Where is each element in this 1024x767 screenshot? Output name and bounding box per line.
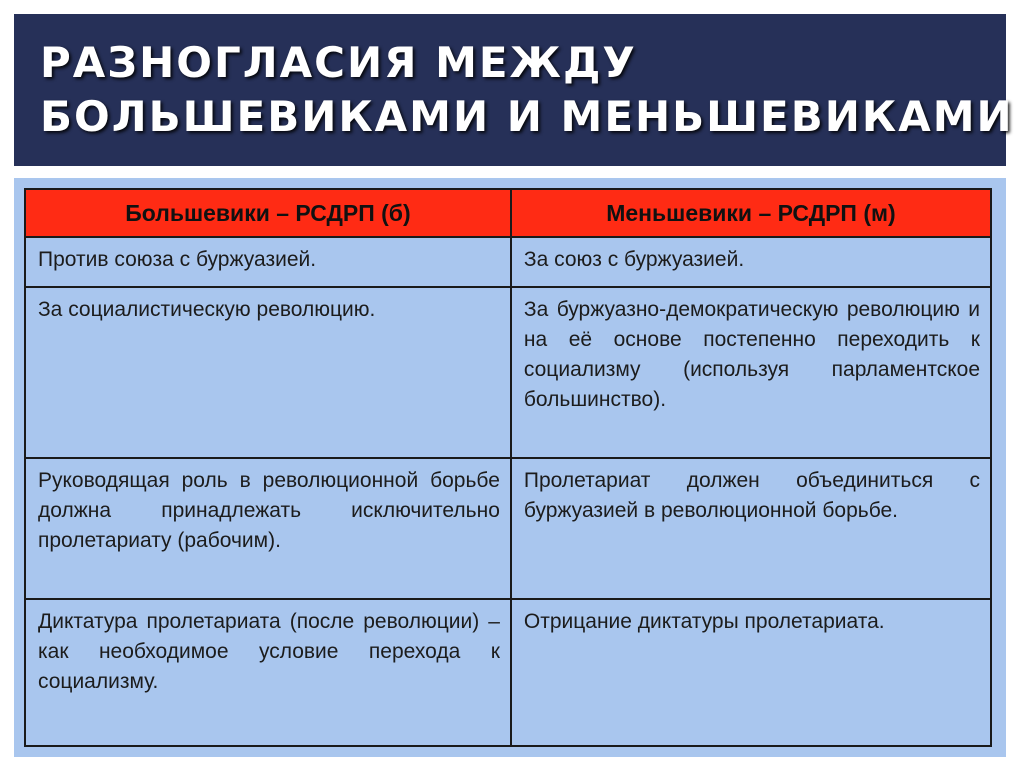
comparison-table (24, 188, 992, 747)
cell-mensheviks-2: За буржуазно-демократическую революцию и на её основе постепенно переходить к социализму (используя парламентское большинство). (511, 287, 991, 458)
table-row (25, 287, 991, 458)
table-row (25, 237, 991, 287)
table-header-row (25, 189, 991, 237)
table-row (25, 599, 991, 746)
cell-mensheviks-3: Пролетариат должен объединиться с буржуазией в революционной борьбе. (511, 458, 991, 599)
cell-mensheviks-1: За союз с буржуазией. (511, 237, 991, 287)
title-line-2: БОЛЬШЕВИКАМИ И МЕНЬШЕВИКАМИ (40, 92, 1014, 141)
header-mensheviks: Меньшевики – РСДРП (м) (511, 189, 991, 237)
title-banner (14, 14, 1014, 166)
cell-bolsheviks-1: Против союза с буржуазией. (25, 237, 511, 287)
cell-bolsheviks-2: За социалистическую революцию. (25, 287, 511, 458)
cell-bolsheviks-4: Диктатура пролетариата (после революции) – как необходимое условие перехода к социализму. (25, 599, 511, 746)
comparison-table-frame (14, 178, 1006, 757)
table-row (25, 458, 991, 599)
cell-bolsheviks-3: Руководящая роль в революционной борьбе должна принадлежать исключительно пролетариату (рабочим). (25, 458, 511, 599)
header-bolsheviks: Большевики – РСДРП (б) (25, 189, 511, 237)
title-line-1: РАЗНОГЛАСИЯ МЕЖДУ (40, 38, 637, 87)
cell-mensheviks-4: Отрицание диктатуры пролетариата. (511, 599, 991, 746)
